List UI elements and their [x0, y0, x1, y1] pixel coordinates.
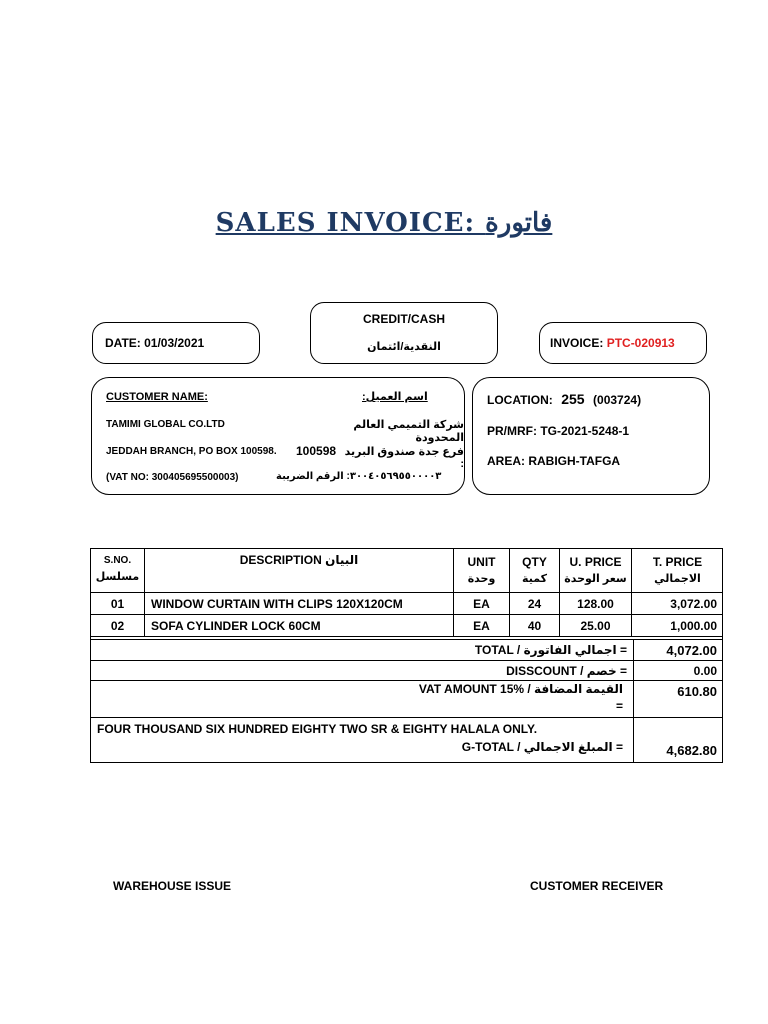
amount-in-words: FOUR THOUSAND SIX HUNDRED EIGHTY TWO SR & EIGHTY HALALA ONLY. — [97, 722, 538, 736]
customer-address-num: 100598 — [296, 444, 337, 458]
header-description: DESCRIPTION البيان — [145, 549, 454, 593]
row1-qty: 24 — [510, 593, 560, 615]
customer-address: JEDDAH BRANCH, PO BOX 100598. — [106, 446, 277, 457]
customer-name: TAMIMI GLOBAL CO.LTD — [106, 419, 225, 430]
credit-cash-box — [310, 302, 498, 364]
row2-description: SOFA CYLINDER LOCK 60CM — [145, 615, 454, 637]
invoice-label: INVOICE: — [550, 336, 604, 350]
area-text: AREA: RABIGH-TAFGA — [487, 454, 621, 468]
customer-name-ar: شركة التميمي العالم المحدودة — [353, 419, 464, 444]
customer-vat: (VAT NO: 300405695500003) — [106, 472, 239, 483]
gtotal-value: 4,682.80 — [666, 743, 717, 758]
row2-qty: 40 — [510, 615, 560, 637]
row2-unit: EA — [454, 615, 510, 637]
total-label: TOTAL / اجمالي الفاتورة = — [91, 639, 634, 661]
vat-label-cell — [91, 681, 634, 718]
customer-address-ar: فرع جدة صندوق البريد : — [344, 446, 464, 470]
discount-value: 0.00 — [634, 661, 723, 681]
customer-receiver-label: CUSTOMER RECEIVER — [530, 879, 664, 893]
header-unit-price: U. PRICE سعر الوحدة — [560, 549, 632, 593]
location-box — [472, 377, 710, 495]
warehouse-issue-label: WAREHOUSE ISSUE — [113, 879, 232, 893]
header-sno: S.NO. مسلسل — [91, 549, 145, 593]
credit-cash-label: CREDIT/CASH — [362, 312, 445, 326]
gtotal-label: G-TOTAL / المبلغ الاجمالي = — [461, 740, 623, 754]
customer-label-ar: اسم العميل: — [362, 391, 428, 403]
location-code: 255 — [561, 391, 585, 407]
vat-label: VAT AMOUNT 15% / القيمة المضافة — [418, 682, 623, 696]
gtotal-label-cell — [91, 718, 634, 762]
prmrf-text: PR/MRF: TG-2021-5248-1 — [487, 424, 630, 438]
customer-vat-ar: ٣٠٠٤٠٥٦٩٥٥٠٠٠٠٣: الرقم الضريبة — [276, 471, 442, 482]
discount-label: DISSCOUNT / خصم = — [91, 661, 634, 681]
total-value: 4,072.00 — [634, 639, 723, 661]
header-total-price: T. PRICE الاجمالي — [632, 549, 723, 593]
location-sub: (003724) — [593, 393, 642, 407]
invoice-number: PTC-020913 — [606, 336, 675, 350]
customer-label: CUSTOMER NAME: — [106, 391, 208, 403]
header-qty: QTY كمية — [510, 549, 560, 593]
invoice-box — [539, 322, 707, 364]
credit-cash-arabic: النقدية/ائتمان — [367, 341, 441, 353]
location-label: LOCATION: — [487, 393, 553, 407]
row2-sno: 02 — [91, 615, 145, 637]
date-text: DATE: 01/03/2021 — [105, 336, 205, 350]
row1-description: WINDOW CURTAIN WITH CLIPS 120X120CM — [145, 593, 454, 615]
row2-unit-price: 25.00 — [560, 615, 632, 637]
customer-box — [91, 377, 465, 495]
date-box — [92, 322, 260, 364]
row1-sno: 01 — [91, 593, 145, 615]
vat-value: 610.80 — [634, 681, 723, 718]
items-table — [90, 548, 723, 763]
row1-unit-price: 128.00 — [560, 593, 632, 615]
page-title: SALES INVOICE: فاتورة — [215, 208, 553, 238]
row1-unit: EA — [454, 593, 510, 615]
vat-eq: = — [615, 699, 623, 713]
header-unit: UNIT وحدة — [454, 549, 510, 593]
row2-total-price: 1,000.00 — [632, 615, 723, 637]
row1-total-price: 3,072.00 — [632, 593, 723, 615]
